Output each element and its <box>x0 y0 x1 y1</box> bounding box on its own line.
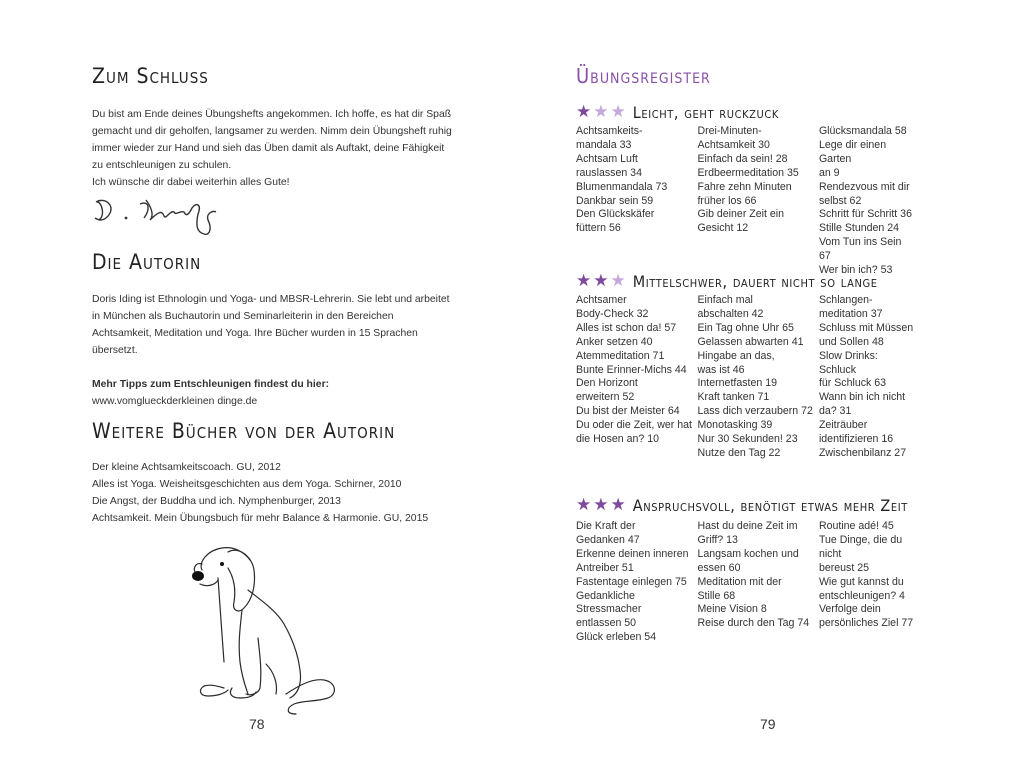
register-entry: Anker setzen 40 <box>576 335 653 348</box>
register-entry: Glücksmandala 58 <box>818 125 907 137</box>
book-item: Achtsamkeit. Mein Übungsbuch für mehr Balance & Harmonie. GU, 2015 <box>92 513 429 524</box>
register-entry: Stille 68 <box>697 589 736 602</box>
register-entry: Routine adé! 45 <box>818 520 894 532</box>
register-entry: Body-Check 32 <box>576 307 649 320</box>
register-column <box>697 520 814 645</box>
signature-image <box>92 194 252 238</box>
star-icon: ★ <box>576 102 592 122</box>
dog-illustration <box>188 538 348 716</box>
website-link[interactable]: www.vomglueckderkleinen dinge.de <box>92 396 258 407</box>
register-entry: Schritt für Schritt 36 <box>818 208 912 221</box>
register-entry: bereust 25 <box>818 561 869 574</box>
register-entry: Achtsamer <box>576 294 627 306</box>
register-entry: früher los 66 <box>697 194 757 207</box>
register-column <box>576 125 693 278</box>
register-entry: Tue Dinge, die du nicht <box>818 533 903 560</box>
tips-label: Mehr Tipps zum Entschleunigen findest du hier: <box>92 379 330 390</box>
register-entry: Gedanken 47 <box>576 533 640 546</box>
autorin-paragraph: Doris Iding ist Ethnologin und Yoga- und MBSR-Lehrerin. Sie lebt und arbeitet in München als Buchautorin und Seminarleiterin in den Bereichen Achtsamkeit, Meditation und Yoga. Ihre Bücher wurden in 15 Sprachen übersetzt. <box>92 294 450 356</box>
register-entry: Glück erleben 54 <box>576 631 657 644</box>
register-entry: Nur 30 Sekunden! 23 <box>697 433 798 446</box>
schluss-paragraph: Du bist am Ende deines Übungshefts angekommen. Ich hoffe, es hat dir Spaß gemacht und dir geholfen, langsamer zu werden. Nimm dein Übungsheft ruhig immer wieder zur Hand und sieh das Üben damit als Auftakt, deine Fähigkeit zu entschleunigen zu schulen. <box>92 109 452 171</box>
register-entry: Lass dich verzaubern 72 <box>697 405 813 418</box>
section-columns <box>576 520 916 645</box>
register-entry: Zwischenbilanz 27 <box>818 446 907 459</box>
register-entry: Bunte Erinner-Michs 44 <box>576 363 687 376</box>
star-icon: ★ <box>593 495 609 515</box>
register-entry: Schlangen- <box>818 294 873 306</box>
register-entry: Fahre zehn Minuten <box>697 180 792 193</box>
book-item: Der kleine Achtsamkeitscoach. GU, 2012 <box>92 462 281 473</box>
register-entry: Slow Drinks: Schluck <box>818 349 878 376</box>
section-columns <box>576 125 916 278</box>
star-icon: ★ <box>610 495 626 515</box>
register-entry: selbst 62 <box>818 194 862 207</box>
register-entry: erweitern 52 <box>576 391 635 404</box>
difficulty-stars <box>576 273 626 290</box>
heading-die-autorin: Die Autorin <box>92 250 202 274</box>
register-entry: rauslassen 34 <box>576 166 642 179</box>
register-entry: Achtsam Luft <box>576 152 638 165</box>
register-entry: Meditation mit der <box>697 575 782 588</box>
register-entry: Du oder die Zeit, wer hat <box>576 419 692 432</box>
register-entry: Atemmeditation 71 <box>576 349 665 362</box>
section-header <box>576 496 908 515</box>
register-entry: Langsam kochen und <box>697 547 799 560</box>
register-entry: Monotasking 39 <box>697 419 773 432</box>
register-entry: Verfolge dein <box>818 603 881 616</box>
register-entry: Gedankliche Stressmacher <box>576 589 642 616</box>
register-entry: Griff? 13 <box>697 533 738 546</box>
heading-weitere-buecher: Weitere Bücher von der Autorin <box>92 419 396 443</box>
register-entry: Gib deiner Zeit ein <box>697 208 785 221</box>
register-entry: Den Glückskäfer <box>576 208 655 221</box>
register-entry: persönliches Ziel 77 <box>818 617 914 630</box>
register-entry: Wann bin ich nicht <box>818 391 906 404</box>
register-entry: Achtsamkeit 30 <box>697 138 770 151</box>
register-entry: für Schluck 63 <box>818 377 887 390</box>
register-entry: abschalten 42 <box>697 307 764 320</box>
spacer <box>92 359 452 376</box>
section-columns <box>576 294 916 461</box>
schluss-wish: Ich wünsche dir dabei weiterhin alles Gute! <box>92 177 290 188</box>
difficulty-stars <box>576 104 626 121</box>
register-entry: meditation 37 <box>818 307 883 320</box>
register-entry: Drei-Minuten- <box>697 125 762 137</box>
register-entry: Einfach mal <box>697 294 753 306</box>
register-entry: Gelassen abwarten 41 <box>697 335 804 348</box>
register-entry: Den Horizont <box>576 377 638 390</box>
register-entry: entlassen 50 <box>576 617 637 630</box>
register-entry: Zeiträuber <box>818 419 868 432</box>
register-entry: Schluss mit Müssen <box>818 321 914 334</box>
register-entry: Alles ist schon da! 57 <box>576 321 677 334</box>
register-entry: entschleunigen? 4 <box>818 589 905 602</box>
register-entry: an 9 <box>818 166 840 179</box>
register-entry: Du bist der Meister 64 <box>576 405 680 418</box>
register-entry: Internetfasten 19 <box>697 377 777 390</box>
register-entry: da? 31 <box>818 405 852 418</box>
register-entry: Dankbar sein 59 <box>576 194 654 207</box>
register-entry: Vom Tun ins Sein 67 <box>818 236 902 263</box>
register-entry: Die Kraft der <box>576 520 636 532</box>
register-entry: Lege dir einen Garten <box>818 138 887 165</box>
section-title: Mittelschwer, dauert nicht so lange <box>632 272 878 291</box>
register-column <box>819 125 916 278</box>
register-entry: Wie gut kannst du <box>818 575 904 588</box>
register-entry: Meine Vision 8 <box>697 603 767 616</box>
register-entry: Achtsamkeits- <box>576 125 643 137</box>
register-column <box>576 520 693 645</box>
register-entry: Hast du deine Zeit im <box>697 520 798 532</box>
register-entry: und Sollen 48 <box>818 335 884 348</box>
register-entry: Erkenne deinen inneren <box>576 547 689 560</box>
register-entry: Nutze den Tag 22 <box>697 446 781 459</box>
register-column <box>576 294 693 461</box>
register-entry: Reise durch den Tag 74 <box>697 617 810 630</box>
register-entry: Kraft tanken 71 <box>697 391 770 404</box>
section-title: Leicht, geht ruckzuck <box>632 103 779 122</box>
register-entry: die Hosen an? 10 <box>576 433 660 446</box>
section-header <box>576 103 779 122</box>
right-page <box>510 0 1020 773</box>
schluss-text <box>92 106 452 191</box>
book-item: Alles ist Yoga. Weisheitsgeschichten aus dem Yoga. Schirner, 2010 <box>92 479 402 490</box>
register-entry: Stille Stunden 24 <box>818 222 900 235</box>
register-entry: Blumenmandala 73 <box>576 180 668 193</box>
book-item: Die Angst, der Buddha und ich. Nymphenburger, 2013 <box>92 496 341 507</box>
register-entry: Wer bin ich? 53 <box>818 264 893 277</box>
register-entry: Erdbeermeditation 35 <box>697 166 799 179</box>
register-entry: Hingabe an das, <box>697 349 775 362</box>
register-entry: mandala 33 <box>576 138 632 151</box>
section-header <box>576 272 878 291</box>
register-entry: Gesicht 12 <box>697 222 749 235</box>
heading-uebungsregister: Übungsregister <box>576 64 711 88</box>
register-entry: essen 60 <box>697 561 741 574</box>
star-icon: ★ <box>576 271 592 291</box>
register-entry: Fastentage einlegen 75 <box>576 575 687 588</box>
register-entry: Rendezvous mit dir <box>818 180 910 193</box>
star-icon: ★ <box>610 102 626 122</box>
star-icon: ★ <box>593 102 609 122</box>
register-entry: Antreiber 51 <box>576 561 634 574</box>
difficulty-stars <box>576 497 626 514</box>
autorin-text <box>92 291 452 410</box>
register-entry: was ist 46 <box>697 363 745 376</box>
register-column <box>697 294 814 461</box>
star-icon: ★ <box>576 495 592 515</box>
register-entry: Ein Tag ohne Uhr 65 <box>697 321 794 334</box>
section-title: Anspruchsvoll, benötigt etwas mehr Zeit <box>632 496 908 515</box>
register-entry: füttern 56 <box>576 222 621 235</box>
star-icon: ★ <box>610 271 626 291</box>
register-column <box>697 125 814 278</box>
book-list <box>92 459 452 527</box>
register-entry: identifizieren 16 <box>818 433 894 446</box>
register-column <box>819 520 916 645</box>
register-entry: Einfach da sein! 28 <box>697 152 788 165</box>
heading-zum-schluss: Zum Schluss <box>92 64 209 88</box>
page-number-left: 78 <box>249 716 265 732</box>
star-icon: ★ <box>593 271 609 291</box>
register-column <box>819 294 916 461</box>
page-number-right: 79 <box>760 716 776 732</box>
